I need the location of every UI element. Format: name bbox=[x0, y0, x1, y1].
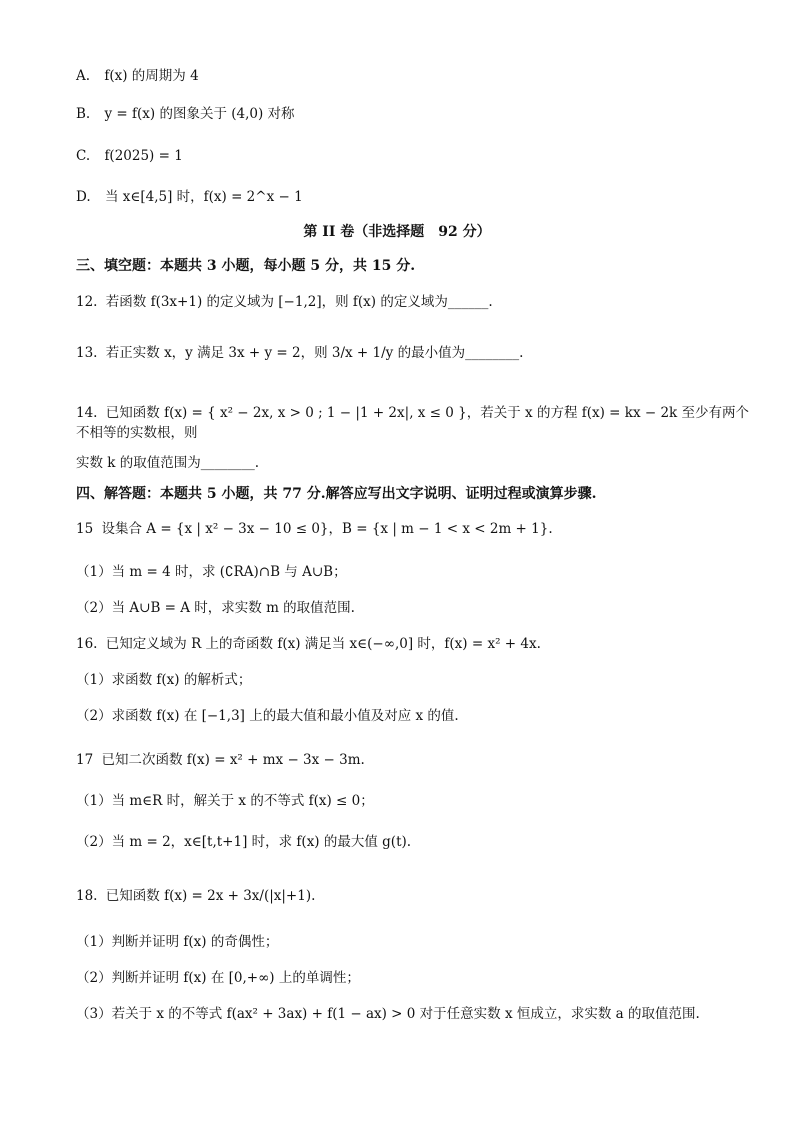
question-12 bbox=[76, 292, 493, 312]
section4-title: 四、解答题：本题共 5 小题，共 77 分.解答应写出文字说明、证明过程或演算步骤. bbox=[76, 486, 597, 502]
option-a-text: f(x) 的周期为 4 bbox=[104, 68, 199, 84]
question-15 bbox=[76, 519, 553, 539]
q17-part1: （1）当 m∈R 时，解关于 x 的不等式 f(x) ≤ 0； bbox=[76, 793, 374, 809]
option-c bbox=[76, 146, 183, 166]
option-d-text: 当 x∈[4,5] 时，f(x) = 2^x − 1 bbox=[104, 189, 303, 205]
option-c-label: C. bbox=[76, 148, 91, 164]
q13-text: 若正实数 x，y 满足 3x + y = 2，则 3/x + 1/y 的最小值为________. bbox=[105, 345, 524, 361]
option-a-label: A. bbox=[76, 68, 91, 84]
question-16 bbox=[76, 634, 541, 654]
q15-part2: （2）当 A∪B = A 时，求实数 m 的取值范围. bbox=[76, 600, 355, 616]
q14-number: 14. bbox=[76, 405, 98, 421]
q12-number: 12. bbox=[76, 294, 98, 310]
q15-part1: （1）当 m = 4 时，求 (∁RA)∩B 与 A∪B； bbox=[76, 564, 347, 580]
q14-text: 已知函数 f(x) = { x² − 2x, x > 0 ; 1 − |1 + 2x|, x ≤ 0 }，若关于 x 的方程 f(x) = kx − 2k 至少有两个不相等的实数根，则 bbox=[76, 405, 750, 441]
option-b bbox=[76, 104, 295, 124]
option-b-label: B. bbox=[76, 106, 91, 122]
option-a bbox=[76, 66, 199, 86]
q16-number: 16. bbox=[76, 636, 98, 652]
q16-text: 已知定义域为 R 上的奇函数 f(x) 满足当 x∈(−∞,0] 时，f(x) = x² + 4x. bbox=[105, 636, 541, 652]
question-14 bbox=[76, 403, 756, 443]
option-b-text: y = f(x) 的图象关于 (4,0) 对称 bbox=[104, 106, 295, 122]
q14-continuation: 实数 k 的取值范围为________. bbox=[76, 455, 260, 471]
q18-part2: （2）判断并证明 f(x) 在 [0,+∞) 上的单调性； bbox=[76, 970, 360, 986]
q17-number: 17 bbox=[76, 752, 94, 768]
q17-text: 已知二次函数 f(x) = x² + mx − 3x − 3m. bbox=[101, 752, 365, 768]
q12-text: 若函数 f(3x+1) 的定义域为 [−1,2]，则 f(x) 的定义域为______. bbox=[105, 294, 493, 310]
part2-title: 第 II 卷（非选择题 92 分） bbox=[303, 224, 491, 240]
q13-number: 13. bbox=[76, 345, 98, 361]
q16-part2: （2）求函数 f(x) 在 [−1,3] 上的最大值和最小值及对应 x 的值. bbox=[76, 708, 459, 724]
q18-number: 18. bbox=[76, 888, 98, 904]
q15-number: 15 bbox=[76, 521, 94, 537]
option-c-text: f(2025) = 1 bbox=[104, 148, 183, 164]
question-18 bbox=[76, 886, 315, 906]
q18-text: 已知函数 f(x) = 2x + 3x/(|x|+1). bbox=[105, 888, 316, 904]
option-d bbox=[76, 187, 303, 207]
section3-title: 三、填空题：本题共 3 小题，每小题 5 分，共 15 分. bbox=[76, 258, 416, 274]
question-13 bbox=[76, 343, 523, 363]
option-d-label: D. bbox=[76, 189, 91, 205]
q18-part3: （3）若关于 x 的不等式 f(ax² + 3ax) + f(1 − ax) > 0 对于任意实数 x 恒成立，求实数 a 的取值范围. bbox=[76, 1006, 700, 1022]
q17-part2: （2）当 m = 2，x∈[t,t+1] 时，求 f(x) 的最大值 g(t). bbox=[76, 834, 412, 850]
question-17 bbox=[76, 750, 365, 770]
q15-text: 设集合 A = {x | x² − 3x − 10 ≤ 0}，B = {x | m − 1 < x < 2m + 1}. bbox=[101, 521, 553, 537]
q18-part1: （1）判断并证明 f(x) 的奇偶性； bbox=[76, 934, 279, 950]
q16-part1: （1）求函数 f(x) 的解析式； bbox=[76, 672, 252, 688]
